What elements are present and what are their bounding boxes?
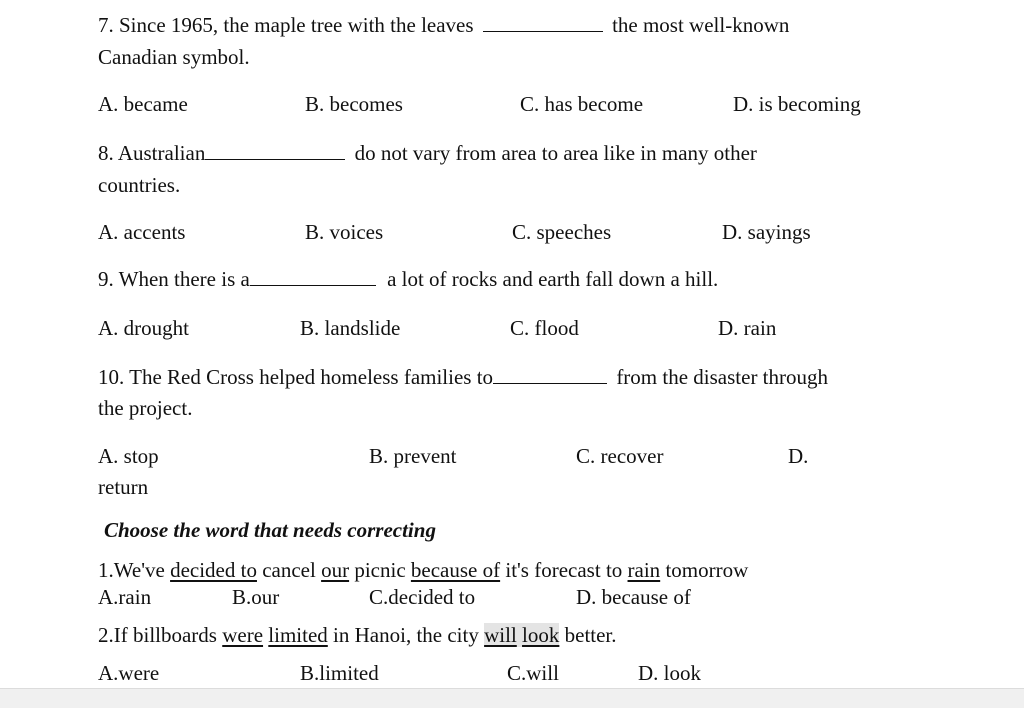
question-10-option-c: C. recover bbox=[576, 444, 664, 468]
question-7-option-a: A. became bbox=[98, 92, 188, 116]
question-7-blank bbox=[483, 13, 603, 32]
question-8-option-d: D. sayings bbox=[722, 220, 811, 244]
question-9-option-d: D. rain bbox=[718, 316, 777, 340]
question-8-option-b: B. voices bbox=[305, 220, 384, 244]
cq1-option-c: C.decided to bbox=[369, 585, 476, 609]
question-8-option-a: A. accents bbox=[98, 220, 186, 244]
cq2-option-b: B.limited bbox=[300, 661, 379, 685]
cq1-part-8: tomorrow bbox=[660, 558, 749, 582]
cq1-underlined-decided-to: decided to bbox=[170, 558, 257, 582]
question-10-option-a: A. stop bbox=[98, 444, 159, 468]
question-8-line-2: countries. bbox=[98, 173, 181, 197]
question-8-option-c: C. speeches bbox=[512, 220, 612, 244]
question-10-text-a: 10. The Red Cross helped homeless families to bbox=[98, 365, 494, 389]
question-7-text-a: 7. Since 1965, the maple tree with the leaves bbox=[98, 13, 474, 37]
question-9-text-b: a lot of rocks and earth fall down a hill. bbox=[387, 267, 719, 291]
cq2-option-a: A.were bbox=[98, 661, 160, 685]
question-7-text-b: the most well-known bbox=[612, 13, 790, 37]
section-heading: Choose the word that needs correcting bbox=[104, 518, 436, 542]
cq2-underlined-limited: limited bbox=[268, 623, 328, 647]
question-7-line-1 bbox=[98, 12, 789, 38]
cq1-underlined-our: our bbox=[321, 558, 350, 582]
question-10-option-b: B. prevent bbox=[369, 444, 457, 468]
cq2-underlined-look: look bbox=[522, 623, 560, 647]
cq1-underlined-rain: rain bbox=[627, 558, 661, 582]
cq2-part-8: better. bbox=[559, 623, 617, 647]
question-10-option-d: D. bbox=[788, 444, 809, 468]
cq1-option-d: D. because of bbox=[576, 585, 691, 609]
cq1-part-0: 1.We've bbox=[98, 558, 171, 582]
question-9-blank bbox=[250, 267, 376, 286]
cq1-option-a: A.rain bbox=[98, 585, 152, 609]
cq2-option-c: C.will bbox=[507, 661, 559, 685]
cq1-part-2: cancel bbox=[256, 558, 322, 582]
question-10-line-1 bbox=[98, 364, 828, 390]
question-7-option-d: D. is becoming bbox=[733, 92, 861, 116]
question-9-option-c: C. flood bbox=[510, 316, 579, 340]
cq1-option-b: B.our bbox=[232, 585, 280, 609]
question-10-line-2: the project. bbox=[98, 396, 193, 420]
cq2-part-0: 2.If billboards bbox=[98, 623, 223, 647]
question-9-line-1 bbox=[98, 266, 718, 292]
question-7-option-c: C. has become bbox=[520, 92, 644, 116]
question-9-option-a: A. drought bbox=[98, 316, 189, 340]
cq1-part-6: it's forecast to bbox=[500, 558, 628, 582]
question-9-option-b: B. landslide bbox=[300, 316, 401, 340]
question-7-option-b: B. becomes bbox=[305, 92, 403, 116]
question-8-blank bbox=[205, 141, 345, 160]
cq2-underlined-were: were bbox=[222, 623, 264, 647]
cq1-underlined-because-of: because of bbox=[410, 558, 501, 582]
cq1-part-4: picnic bbox=[349, 558, 411, 582]
question-8-text-a: 8. Australian bbox=[98, 141, 206, 165]
question-10-text-b: from the disaster through bbox=[616, 365, 829, 389]
question-8-text-b: do not vary from area to area like in many other bbox=[354, 141, 757, 165]
cq2-underlined-will: will bbox=[484, 623, 517, 647]
question-8-line-1 bbox=[98, 140, 757, 166]
question-9-text-a: 9. When there is a bbox=[98, 267, 250, 291]
bottom-toolbar-strip bbox=[0, 688, 1024, 708]
question-7-line-2: Canadian symbol. bbox=[98, 45, 250, 69]
cq2-part-4: in Hanoi, the city bbox=[327, 623, 485, 647]
correction-question-1 bbox=[98, 557, 748, 583]
question-10-option-d-wrap: return bbox=[98, 475, 149, 499]
question-10-blank bbox=[493, 365, 607, 384]
cq2-option-d: D. look bbox=[638, 661, 701, 685]
correction-question-2 bbox=[98, 622, 617, 648]
